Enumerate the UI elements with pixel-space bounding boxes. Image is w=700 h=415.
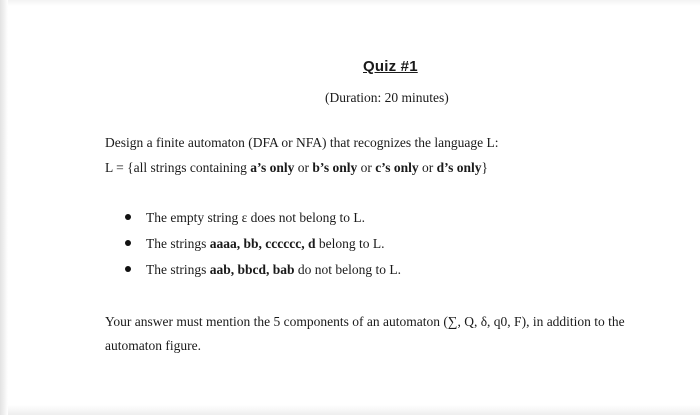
answer-instructions-line-2: automaton figure. [105, 338, 201, 353]
belong-strings: aaaa, bb, cccccc, d [209, 236, 316, 251]
bullet-empty-string [125, 210, 365, 226]
or-2: or [357, 160, 376, 175]
language-suffix: } [481, 160, 488, 175]
or-1: or [294, 160, 313, 175]
bullet-dot-icon [125, 240, 131, 246]
bullet-belong [125, 236, 384, 252]
bullet-dot-icon [125, 214, 131, 220]
b-only: b’s only [312, 160, 358, 175]
language-prefix: L = {all strings containing [105, 160, 251, 175]
quiz-title: Quiz #1 [363, 58, 418, 75]
notbelong-suffix: do not belong to L. [294, 262, 402, 277]
belong-suffix: belong to L. [315, 236, 385, 251]
bullet-empty-text: The empty string ε does not belong to L. [146, 210, 366, 225]
page-edge-shadow [0, 0, 8, 415]
answer-instructions-line-1: Your answer must mention the 5 components of an automaton (∑, Q, δ, q0, F), in addition to the [105, 314, 625, 329]
d-only: d’s only [436, 160, 482, 175]
or-3: or [418, 160, 437, 175]
c-only: c’s only [375, 160, 419, 175]
bullet-not-belong [125, 262, 401, 278]
bullet-dot-icon [125, 266, 131, 272]
notbelong-strings: aab, bbcd, bab [209, 262, 295, 277]
notbelong-prefix: The strings [146, 262, 210, 277]
language-definition [105, 160, 488, 176]
quiz-duration: (Duration: 20 minutes) [325, 90, 449, 105]
a-only: a’s only [250, 160, 295, 175]
belong-prefix: The strings [146, 236, 210, 251]
question-intro: Design a finite automaton (DFA or NFA) that recognizes the language L: [105, 135, 499, 150]
